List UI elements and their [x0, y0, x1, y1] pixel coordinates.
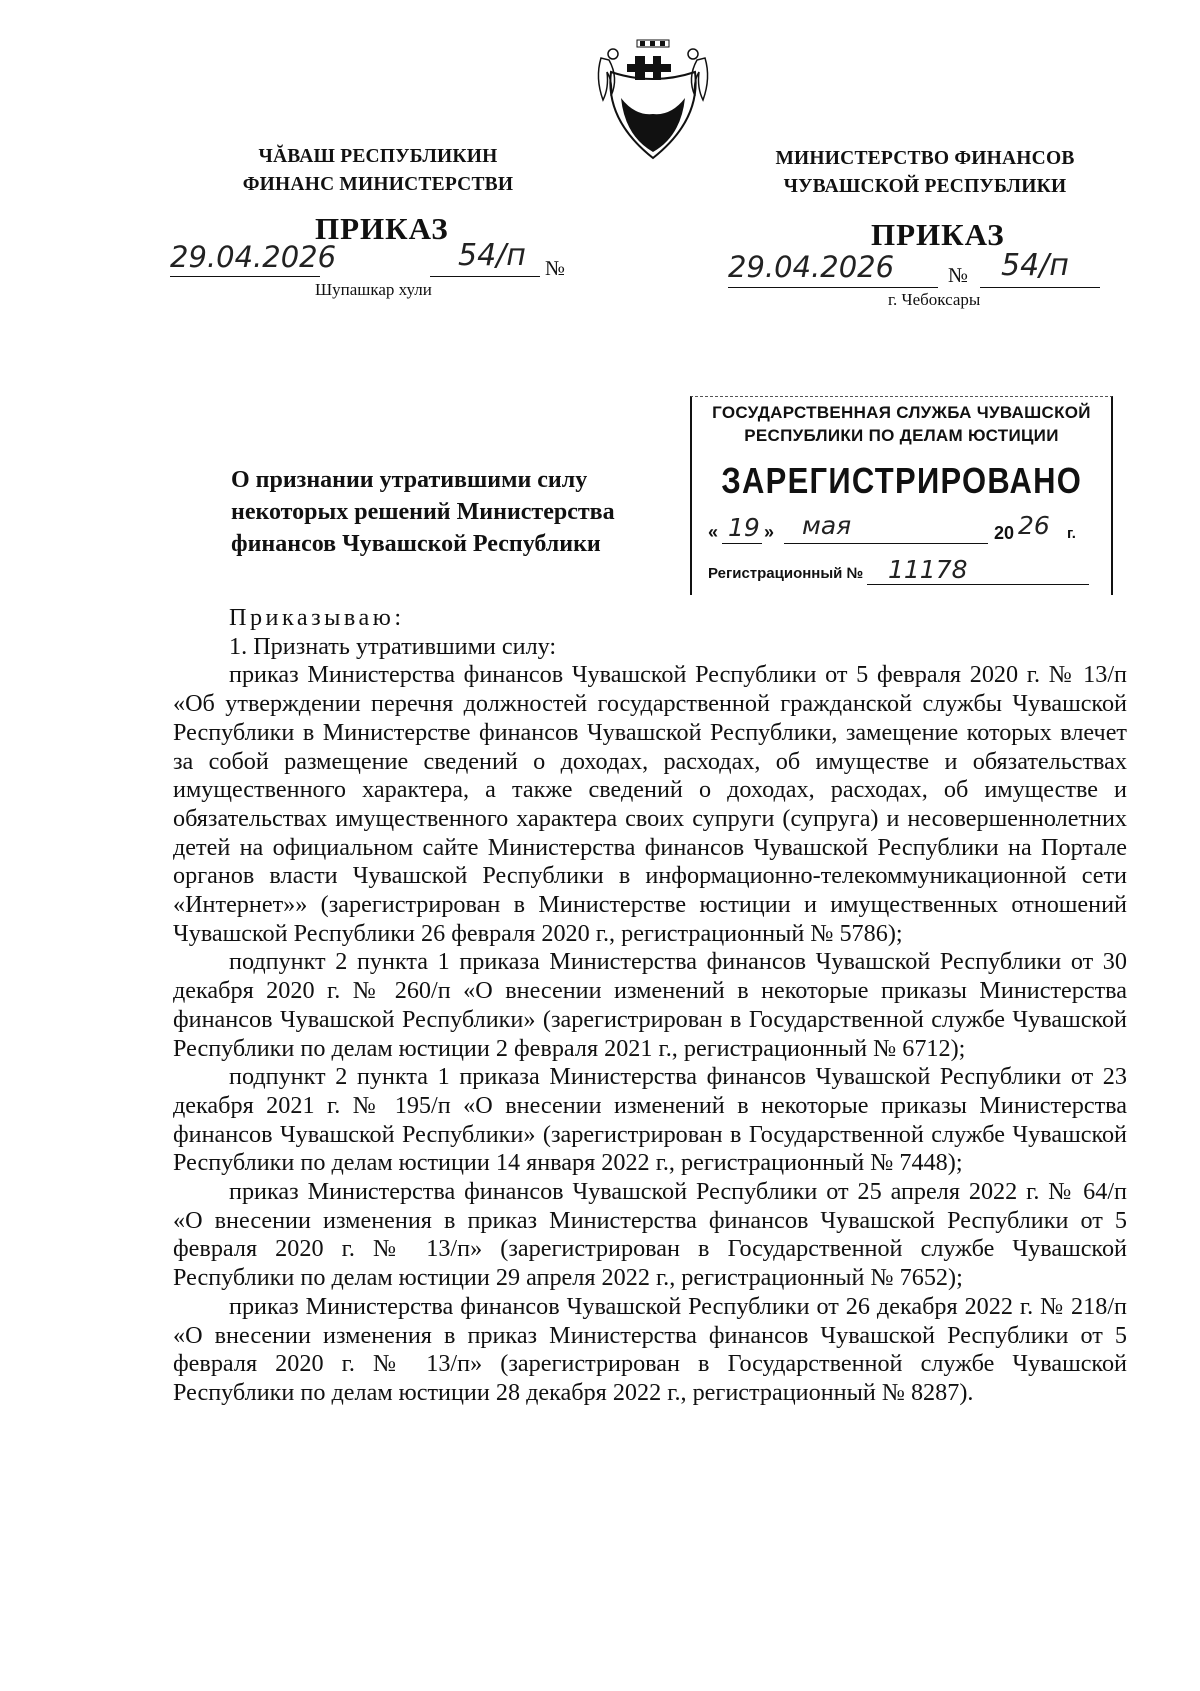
underline: [980, 287, 1100, 288]
stamp-year-prefix: 20: [994, 523, 1015, 543]
underline: [170, 276, 320, 277]
place-right: г. Чебоксары: [888, 290, 981, 309]
body-paragraph: приказ Министерства финансов Чувашской Республики от 5 февраля 2020 г. № 13/п «Об утверждении перечня должностей государственной гражданской службы Чувашской Республики в Министерстве финансов Чувашской Республики, замещение которых влечет за собой размещение сведений о доходах, расходах, об имуществе и обязательствах имущественного характера, а также сведений о доходах, расходах, об имуществе и обязательствах имущественного характера своих супруги (супруга) и несовершеннолетних детей на официальном сайте Министерства финансов Чувашской Республики на Портале органов власти Чувашской Республики в информационно-телекоммуникационной сети «Интернет»» (зарегистрирован в Министерстве юстиции и имущественных отношений Чувашской Республики 26 февраля 2020 г., регистрационный № 5786);: [173, 661, 1127, 947]
stamp-authority-line: ГОСУДАРСТВЕННАЯ СЛУЖБА ЧУВАШСКОЙ: [712, 403, 1091, 422]
org-line: ФИНАНС МИНИСТЕРСТВИ: [242, 174, 514, 195]
number-sign: №: [545, 256, 566, 280]
underline: [722, 543, 762, 544]
stamp-reg-label: Регистрационный №: [708, 565, 864, 582]
order-date-left: 29.04.2026: [170, 240, 337, 274]
stamp-day: 19: [728, 513, 760, 542]
title-line: финансов Чувашской Республики: [231, 531, 601, 557]
number-sign: №: [948, 263, 969, 287]
stamp-quote-close: »: [764, 522, 775, 542]
org-line: МИНИСТЕРСТВО ФИНАНСОВ: [775, 148, 1075, 169]
underline: [728, 287, 938, 288]
order-heading-right: ПРИКАЗ: [871, 217, 1005, 252]
body-paragraph: подпункт 2 пункта 1 приказа Министерства финансов Чувашской Республики от 30 декабря 2020 г. № 260/п «О внесении изменений в некоторые приказы Министерства финансов Чувашской Республики» (зарегистрирован в Государственной службе Чувашской Республики по делам юстиции 2 февраля 2021 г., регистрационный № 6712);: [173, 948, 1127, 1062]
stamp-year-unit: г.: [1067, 525, 1076, 542]
org-name-chuvash: [228, 143, 528, 199]
org-line: ЧУВАШСКОЙ РЕСПУБЛИКИ: [783, 176, 1067, 197]
org-line: ЧĂВАШ РЕСПУБЛИКИН: [258, 146, 498, 167]
stamp-year-suffix: 26: [1018, 511, 1050, 540]
stamp-authority: [692, 401, 1111, 447]
order-number-left: 54/п: [458, 238, 526, 273]
body-paragraph: приказ Министерства финансов Чувашской Республики от 26 декабря 2022 г. № 218/п «О внесении изменения в приказ Министерства финансов Чувашской Республики от 5 февраля 2020 г. № 13/п» (зарегистрирован в Государственной службе Чувашской Республики по делам юстиции 28 декабря 2022 г., регистрационный № 8287).: [173, 1292, 1127, 1406]
stamp-reg-number: 11178: [888, 555, 968, 584]
org-name-russian: [760, 145, 1090, 201]
registration-stamp: [690, 396, 1113, 595]
stamp-authority-line: РЕСПУБЛИКИ ПО ДЕЛАМ ЮСТИЦИИ: [744, 426, 1059, 445]
body-paragraph: подпункт 2 пункта 1 приказа Министерства финансов Чувашской Республики от 23 декабря 2021 г. № 195/п «О внесении изменений в некоторые приказы Министерства финансов Чувашской Республики» (зарегистрирован в Государственной службе Чувашской Республики по делам юстиции 14 января 2022 г., регистрационный № 7448);: [173, 1063, 1127, 1177]
underline: [430, 276, 540, 277]
body-paragraph: приказ Министерства финансов Чувашской Республики от 25 апреля 2022 г. № 64/п «О внесении изменения в приказ Министерства финансов Чувашской Республики от 5 февраля 2020 г. № 13/п» (зарегистрирован в Государственной службе Чувашской Республики по делам юстиции 29 апреля 2022 г., регистрационный № 7652);: [173, 1178, 1127, 1292]
body-paragraph: Приказываю:: [229, 604, 405, 631]
stamp-quote-open: «: [708, 522, 719, 542]
stamp-month: мая: [802, 511, 852, 540]
order-number-right: 54/п: [1001, 248, 1069, 283]
order-heading-left: ПРИКАЗ: [315, 211, 449, 246]
body-paragraph: 1. Признать утратившими силу:: [229, 632, 557, 660]
place-left: Шупашкар хули: [315, 280, 432, 299]
underline: [867, 584, 1089, 585]
coat-of-arms-icon: [591, 38, 715, 162]
document-title: [231, 464, 631, 560]
title-line: некоторых решений Министерства: [231, 499, 615, 525]
document-body: [173, 604, 1127, 1408]
title-line: О признании утратившими силу: [231, 467, 588, 493]
underline: [784, 543, 988, 544]
order-date-right: 29.04.2026: [728, 250, 895, 284]
stamp-status: ЗАРЕГИСТРИРОВАНО: [721, 460, 1083, 501]
